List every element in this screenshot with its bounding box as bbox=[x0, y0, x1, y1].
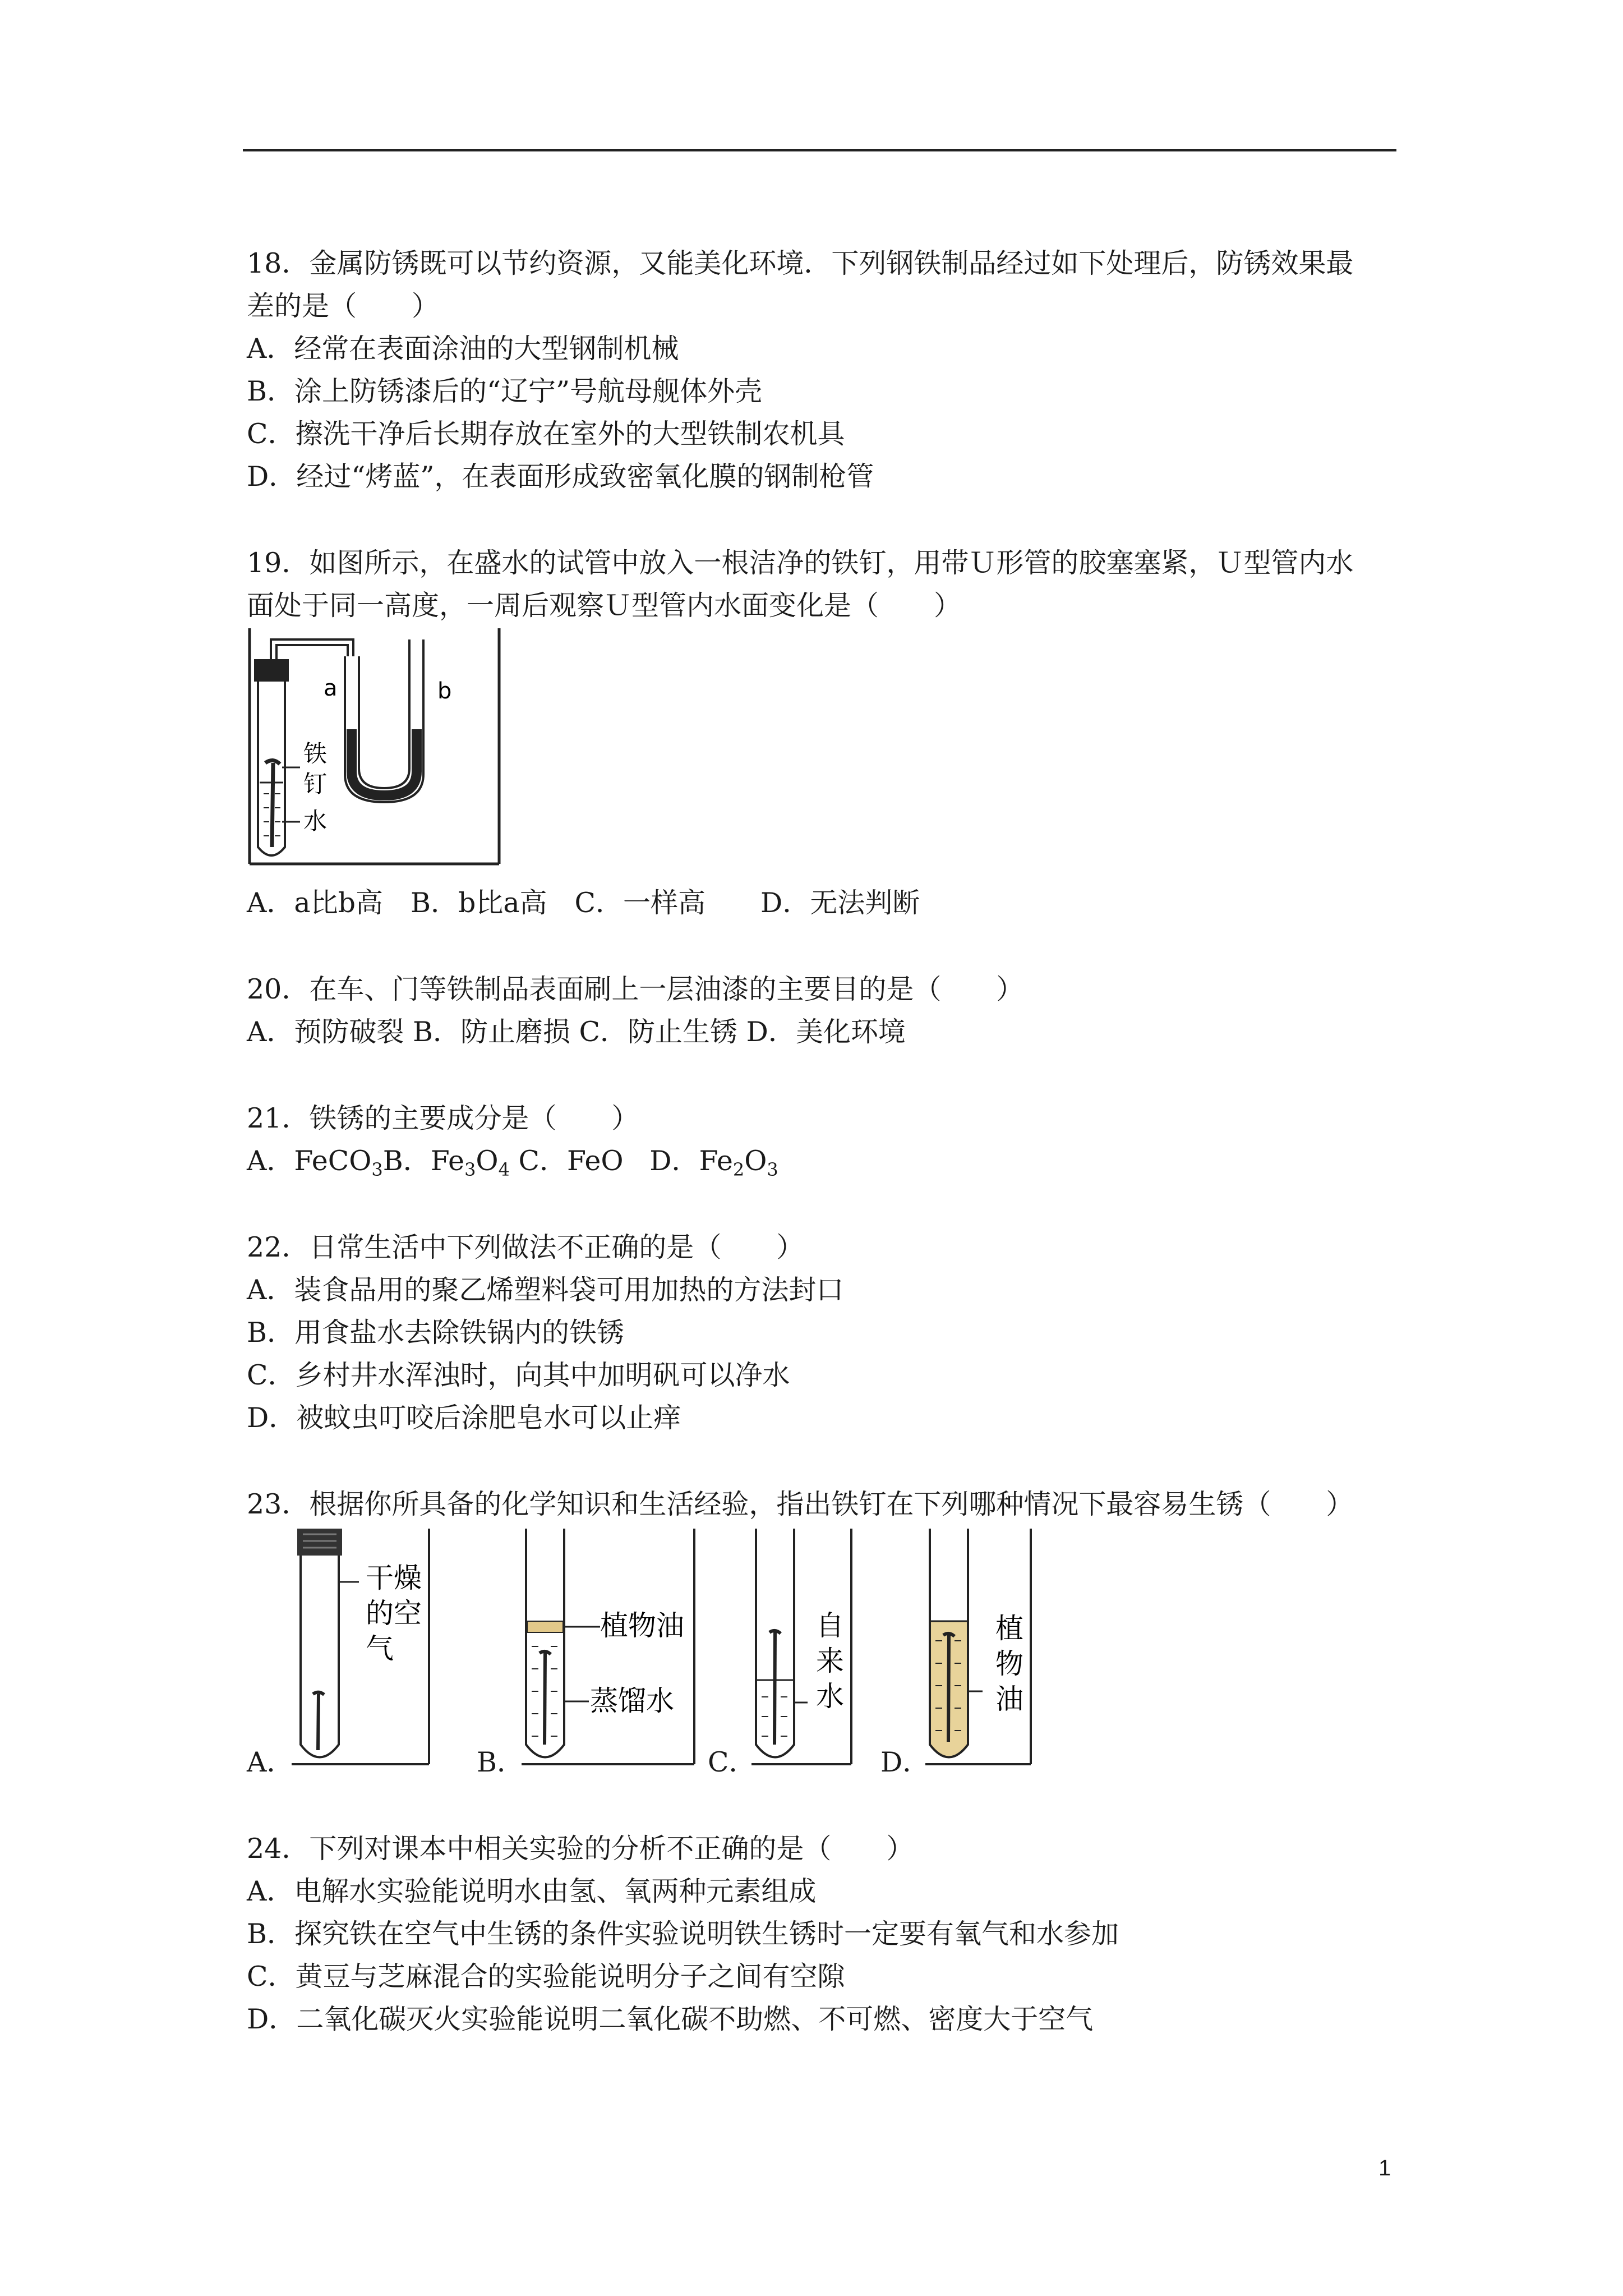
q23-option-b-label: B． bbox=[477, 1746, 525, 1778]
q23-stem: 23．根据你所具备的化学知识和生活经验，指出铁钉在下列哪种情况下最容易生锈（ ） bbox=[247, 1488, 1354, 1520]
q23-a-label-2: 的空 bbox=[366, 1597, 422, 1630]
q23-option-a-label: A． bbox=[247, 1746, 294, 1778]
q23-c-label-1: 自 bbox=[816, 1609, 844, 1642]
q24-option-b: B．探究铁在空气中生锈的条件实验说明铁生锈时一定要有氧气和水参加 bbox=[247, 1918, 1119, 1950]
q21-options bbox=[247, 1144, 778, 1186]
q23-option-c-label: C． bbox=[708, 1746, 757, 1778]
q18-option-b: B．涂上防锈漆后的“辽宁”号航母舰体外壳 bbox=[247, 375, 763, 407]
q23-a-label-3: 气 bbox=[366, 1632, 394, 1665]
q19-label-a: a bbox=[324, 675, 338, 701]
q23-d-label-3: 油 bbox=[995, 1683, 1023, 1715]
q19-label-shui: 水 bbox=[303, 807, 328, 835]
q21-option-a: A．FeCO$_3$ bbox=[247, 1145, 383, 1180]
q18-stem-line1: 18．金属防锈既可以节约资源，又能美化环境．下列钢铁制品经过如下处理后，防锈效果最 bbox=[247, 247, 1354, 279]
q22-option-a: A．装食品用的聚乙烯塑料袋可用加热的方法封口 bbox=[247, 1274, 844, 1306]
q23-d-label-1: 植 bbox=[995, 1612, 1023, 1645]
q21-option-d: D．$Fe_2O_3$ bbox=[649, 1145, 778, 1180]
q22-option-d: D．被蚊虫叮咬后涂肥皂水可以止痒 bbox=[247, 1402, 681, 1434]
q24-option-c: C．黄豆与芝麻混合的实验能说明分子之间有空隙 bbox=[247, 1961, 845, 1993]
q23-figure-d bbox=[920, 1523, 1038, 1770]
q19-label-tie: 铁 bbox=[303, 740, 328, 767]
q22-stem: 22．日常生活中下列做法不正确的是（ ） bbox=[247, 1231, 804, 1263]
q24-stem: 24．下列对课本中相关实验的分析不正确的是（ ） bbox=[247, 1833, 914, 1865]
q23-c-label-3: 水 bbox=[816, 1680, 844, 1713]
q24-option-d: D．二氧化碳灭火实验能说明二氧化碳不助燃、不可燃、密度大于空气 bbox=[247, 2003, 1094, 2035]
q18-option-a: A．经常在表面涂油的大型钢制机械 bbox=[247, 333, 679, 365]
q19-label-ding: 钉 bbox=[303, 770, 328, 798]
q20-stem: 20．在车、门等铁制品表面刷上一层油漆的主要目的是（ ） bbox=[247, 973, 1024, 1005]
q23-b-label-oil: 植物油 bbox=[600, 1609, 684, 1642]
q23-b-label-water: 蒸馏水 bbox=[590, 1685, 674, 1717]
q23-a-label-1: 干燥 bbox=[366, 1562, 422, 1594]
q24-option-a: A．电解水实验能说明水由氢、氧两种元素组成 bbox=[247, 1875, 817, 1907]
q22-option-b: B．用食盐水去除铁锅内的铁锈 bbox=[247, 1317, 625, 1349]
header-rule bbox=[243, 149, 1396, 151]
q19-stem-line1: 19．如图所示，在盛水的试管中放入一根洁净的铁钉，用带Ｕ形管的胶塞塞紧，Ｕ型管内水 bbox=[247, 547, 1354, 579]
q22-option-c: C．乡村井水浑浊时，向其中加明矾可以净水 bbox=[247, 1359, 790, 1391]
q18-stem-line2: 差的是（ ） bbox=[247, 290, 440, 322]
q21-option-b: B．$Fe_3O_4$ bbox=[382, 1145, 510, 1180]
q21-option-c: C．FeO bbox=[518, 1145, 624, 1177]
q23-d-label-2: 物 bbox=[995, 1648, 1023, 1680]
q23-option-d-label: D． bbox=[880, 1746, 930, 1778]
q23-figure-a bbox=[280, 1523, 437, 1770]
page-number: 1 bbox=[1378, 2156, 1391, 2180]
q19-stem-line2: 面处于同一高度，一周后观察Ｕ型管内水面变化是（ ） bbox=[247, 590, 962, 622]
q20-options: A．预防破裂 B．防止磨损 C．防止生锈 D．美化环境 bbox=[247, 1016, 906, 1048]
q21-stem: 21．铁锈的主要成分是（ ） bbox=[247, 1102, 639, 1134]
q23-c-label-2: 来 bbox=[816, 1645, 844, 1677]
q18-option-c: C．擦洗干净后长期存放在室外的大型铁制农机具 bbox=[247, 418, 845, 450]
q18-option-d: D．经过“烤蓝”，在表面形成致密氧化膜的钢制枪管 bbox=[247, 461, 874, 493]
q23-figure-b bbox=[516, 1523, 701, 1770]
q19-options: A．a比b高 B．b比a高 C．一样高 D．无法判断 bbox=[247, 887, 920, 919]
q19-u-tube-figure bbox=[244, 623, 508, 869]
q19-label-b: b bbox=[437, 678, 452, 704]
q23-figure-c bbox=[746, 1523, 858, 1770]
